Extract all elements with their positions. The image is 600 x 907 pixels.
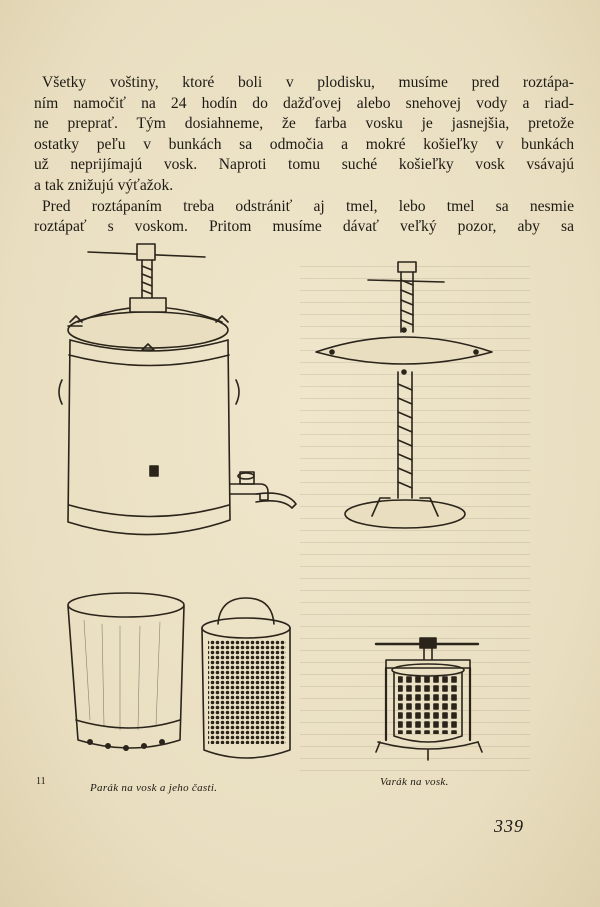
text-line: Pred roztápaním treba odstrániť aj tmel, lebo tmel sa nesmie [42, 197, 574, 215]
page-number: 339 [494, 816, 524, 836]
cloth-bag-illustration [68, 593, 184, 750]
text-line: roztápať s voskom. Pritom musíme dávať veľký pozor, aby sa [34, 218, 574, 236]
text-line: a tak znižujú výťažok. [34, 176, 174, 194]
text-line: ním namočiť na 24 hodín do dažďovej alebo snehovej vody a riad- [34, 94, 574, 112]
perforated-basket-illustration [202, 598, 290, 758]
figure-mark: 11 [36, 776, 46, 787]
caption-right: Varák na vosk. [380, 776, 449, 788]
press-plate-illustration [316, 262, 492, 528]
text-line: ostatky peľu v bunkách sa odmočia a mokré košieľky v bunkách [34, 135, 574, 153]
wax-melter-illustration [59, 244, 296, 535]
text-line: ne preprať. Tým dosiahneme, že farba vosku je jasnejšia, pretože [34, 115, 574, 133]
caption-left: Parák na vosk a jeho časti. [90, 782, 218, 794]
wax-press-illustration [376, 638, 482, 760]
text-line: už neprijímajú vosk. Naproti tomu suché košieľky vosk vsávajú [34, 156, 574, 174]
text-line: Všetky voštiny, ktoré boli v plodisku, musíme pred roztápa- [42, 74, 574, 91]
